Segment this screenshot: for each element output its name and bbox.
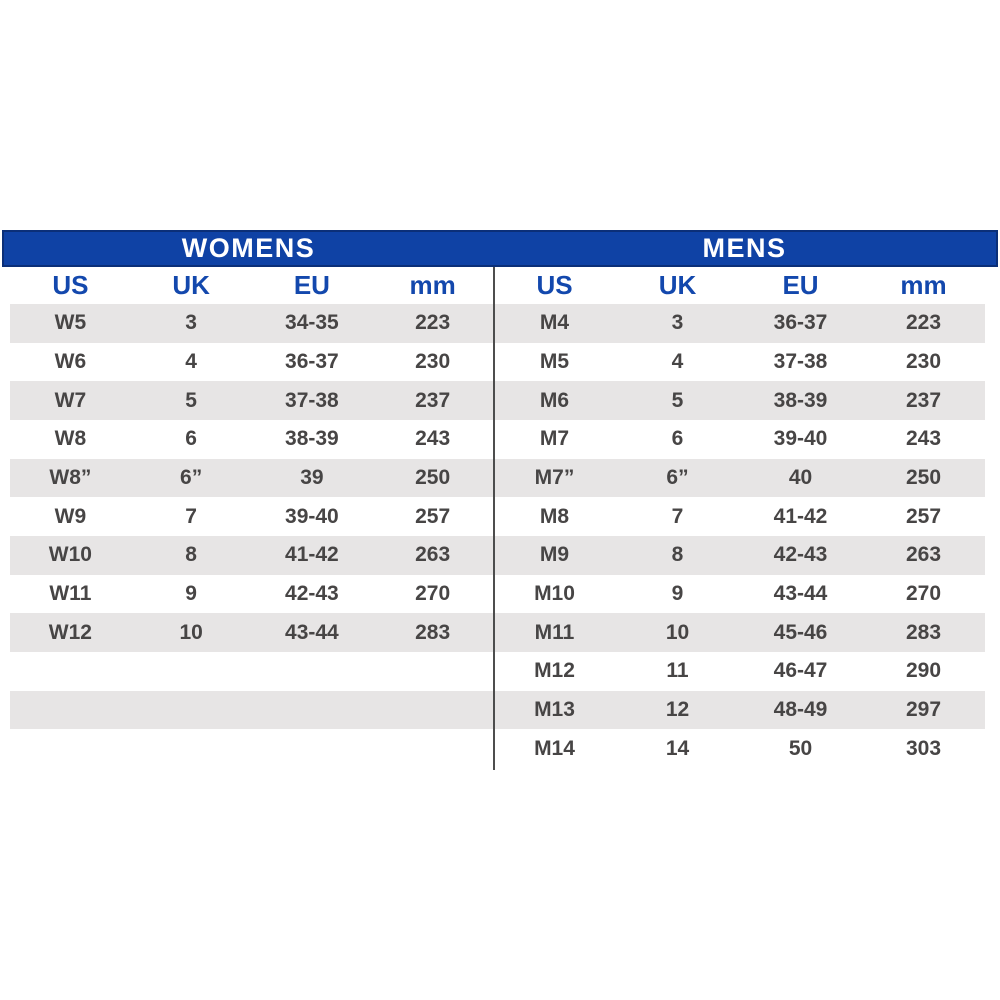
tables-container xyxy=(10,267,985,768)
cell-uk: 10 xyxy=(665,620,690,644)
mens-column-header-eu: EU xyxy=(782,270,819,300)
cell-eu: 36-37 xyxy=(285,349,339,373)
cell-mm: 237 xyxy=(905,388,942,412)
cell-mm: 257 xyxy=(905,504,942,528)
cell-mm: 243 xyxy=(905,427,942,451)
cell-mm: 243 xyxy=(415,427,451,451)
womens-table xyxy=(10,267,493,768)
cell-uk: 4 xyxy=(671,349,684,373)
title-bar xyxy=(2,230,998,267)
cell-eu: 37-38 xyxy=(773,349,828,373)
cell-eu: 43-44 xyxy=(285,620,339,644)
cell-eu: 43-44 xyxy=(773,581,828,605)
cell-us: M7” xyxy=(534,465,575,489)
cell-us xyxy=(10,652,131,691)
cell-us: M10 xyxy=(534,581,575,605)
table-row xyxy=(493,343,985,382)
cell-us: M13 xyxy=(534,697,575,721)
table-row xyxy=(493,729,985,768)
cell-us: M7 xyxy=(539,427,570,451)
mens-column-header-uk: UK xyxy=(658,270,697,300)
cell-us: M12 xyxy=(534,659,575,683)
table-row xyxy=(493,381,985,420)
cell-uk: 10 xyxy=(179,620,203,644)
cell-mm xyxy=(372,729,493,768)
cell-mm xyxy=(372,691,493,730)
cell-uk: 9 xyxy=(185,581,197,605)
cell-us: W8 xyxy=(54,427,87,451)
womens-column-header-mm: mm xyxy=(409,270,456,300)
cell-us xyxy=(10,691,131,730)
mens-section-title: MENS xyxy=(702,233,787,263)
cell-mm: 290 xyxy=(905,659,942,683)
cell-uk xyxy=(131,652,252,691)
section-divider xyxy=(493,267,495,770)
cell-eu: 40 xyxy=(788,465,813,489)
cell-uk xyxy=(131,691,252,730)
table-row xyxy=(493,691,985,730)
cell-mm: 303 xyxy=(905,736,942,760)
cell-uk: 11 xyxy=(666,659,689,683)
cell-us: W5 xyxy=(54,311,87,335)
womens-section-title: WOMENS xyxy=(181,233,316,263)
cell-uk xyxy=(131,729,252,768)
cell-eu xyxy=(252,691,373,730)
cell-us: W6 xyxy=(54,349,87,373)
cell-us: M9 xyxy=(539,543,570,567)
table-row xyxy=(493,420,985,459)
cell-eu: 38-39 xyxy=(285,427,339,451)
cell-us: M11 xyxy=(534,620,575,644)
mens-column-header-us: US xyxy=(536,270,573,300)
table-row xyxy=(10,536,493,575)
cell-uk: 5 xyxy=(185,388,197,412)
cell-uk: 8 xyxy=(185,543,197,567)
cell-mm: 250 xyxy=(905,465,942,489)
cell-eu: 41-42 xyxy=(285,543,339,567)
mens-column-headers xyxy=(493,267,985,304)
cell-mm: 283 xyxy=(905,620,942,644)
cell-uk: 6 xyxy=(671,427,684,451)
cell-uk: 4 xyxy=(185,349,197,373)
table-row xyxy=(493,613,985,652)
cell-mm: 223 xyxy=(415,311,451,335)
cell-mm: 283 xyxy=(415,620,451,644)
cell-uk: 3 xyxy=(185,311,197,335)
cell-uk: 3 xyxy=(671,311,684,335)
table-row-empty xyxy=(10,729,493,768)
table-row xyxy=(493,459,985,498)
cell-eu: 38-39 xyxy=(773,388,828,412)
mens-table xyxy=(493,267,985,768)
table-row xyxy=(10,304,493,343)
cell-us: W9 xyxy=(54,504,87,528)
mens-rows xyxy=(493,304,985,768)
womens-column-header-eu: EU xyxy=(293,270,330,300)
cell-us: W8” xyxy=(49,465,92,489)
cell-us xyxy=(10,729,131,768)
mens-column-header-mm: mm xyxy=(900,270,947,300)
cell-us: W12 xyxy=(48,620,92,644)
table-row xyxy=(10,497,493,536)
table-row xyxy=(10,575,493,614)
cell-mm: 230 xyxy=(415,349,451,373)
cell-uk: 9 xyxy=(671,581,684,605)
cell-us: M6 xyxy=(539,388,570,412)
cell-us: W7 xyxy=(54,388,87,412)
cell-mm: 270 xyxy=(415,581,451,605)
cell-eu xyxy=(252,652,373,691)
table-row xyxy=(493,536,985,575)
cell-uk: 5 xyxy=(671,388,684,412)
table-row xyxy=(10,381,493,420)
cell-eu: 39-40 xyxy=(285,504,339,528)
cell-eu: 46-47 xyxy=(773,659,828,683)
table-row xyxy=(493,497,985,536)
table-row xyxy=(493,575,985,614)
womens-rows xyxy=(10,304,493,768)
cell-eu: 50 xyxy=(788,736,813,760)
cell-uk: 7 xyxy=(671,504,684,528)
cell-mm: 223 xyxy=(905,311,942,335)
table-row xyxy=(493,304,985,343)
table-row xyxy=(10,613,493,652)
womens-column-header-uk: UK xyxy=(172,270,210,300)
cell-eu: 42-43 xyxy=(773,543,828,567)
cell-eu: 42-43 xyxy=(285,581,339,605)
womens-column-headers xyxy=(10,267,493,304)
cell-uk: 12 xyxy=(665,697,690,721)
cell-mm: 250 xyxy=(415,465,451,489)
womens-column-header-us: US xyxy=(52,270,89,300)
cell-us: W10 xyxy=(48,543,92,567)
cell-uk: 14 xyxy=(665,736,690,760)
cell-eu: 36-37 xyxy=(773,311,828,335)
cell-eu: 37-38 xyxy=(285,388,339,412)
cell-uk: 8 xyxy=(671,543,684,567)
cell-uk: 6” xyxy=(666,465,689,489)
cell-eu: 45-46 xyxy=(773,620,828,644)
table-row-empty xyxy=(10,691,493,730)
cell-eu: 34-35 xyxy=(285,311,339,335)
cell-mm: 237 xyxy=(415,388,451,412)
cell-uk: 6” xyxy=(180,465,203,489)
cell-mm xyxy=(372,652,493,691)
cell-eu: 48-49 xyxy=(773,697,828,721)
cell-us: W11 xyxy=(49,581,92,605)
cell-eu: 41-42 xyxy=(773,504,828,528)
cell-mm: 263 xyxy=(415,543,451,567)
cell-mm: 263 xyxy=(905,543,942,567)
cell-mm: 257 xyxy=(415,504,451,528)
cell-us: M8 xyxy=(539,504,570,528)
cell-uk: 6 xyxy=(185,427,197,451)
table-row xyxy=(10,420,493,459)
cell-mm: 270 xyxy=(905,581,942,605)
table-row-empty xyxy=(10,652,493,691)
cell-mm: 230 xyxy=(905,349,942,373)
cell-mm: 297 xyxy=(905,697,942,721)
table-row xyxy=(493,652,985,691)
cell-us: M14 xyxy=(534,736,575,760)
cell-eu: 39 xyxy=(300,465,324,489)
cell-us: M5 xyxy=(539,349,570,373)
cell-eu xyxy=(252,729,373,768)
table-row xyxy=(10,459,493,498)
table-row xyxy=(10,343,493,382)
cell-us: M4 xyxy=(539,311,570,335)
cell-uk: 7 xyxy=(185,504,197,528)
cell-eu: 39-40 xyxy=(773,427,828,451)
